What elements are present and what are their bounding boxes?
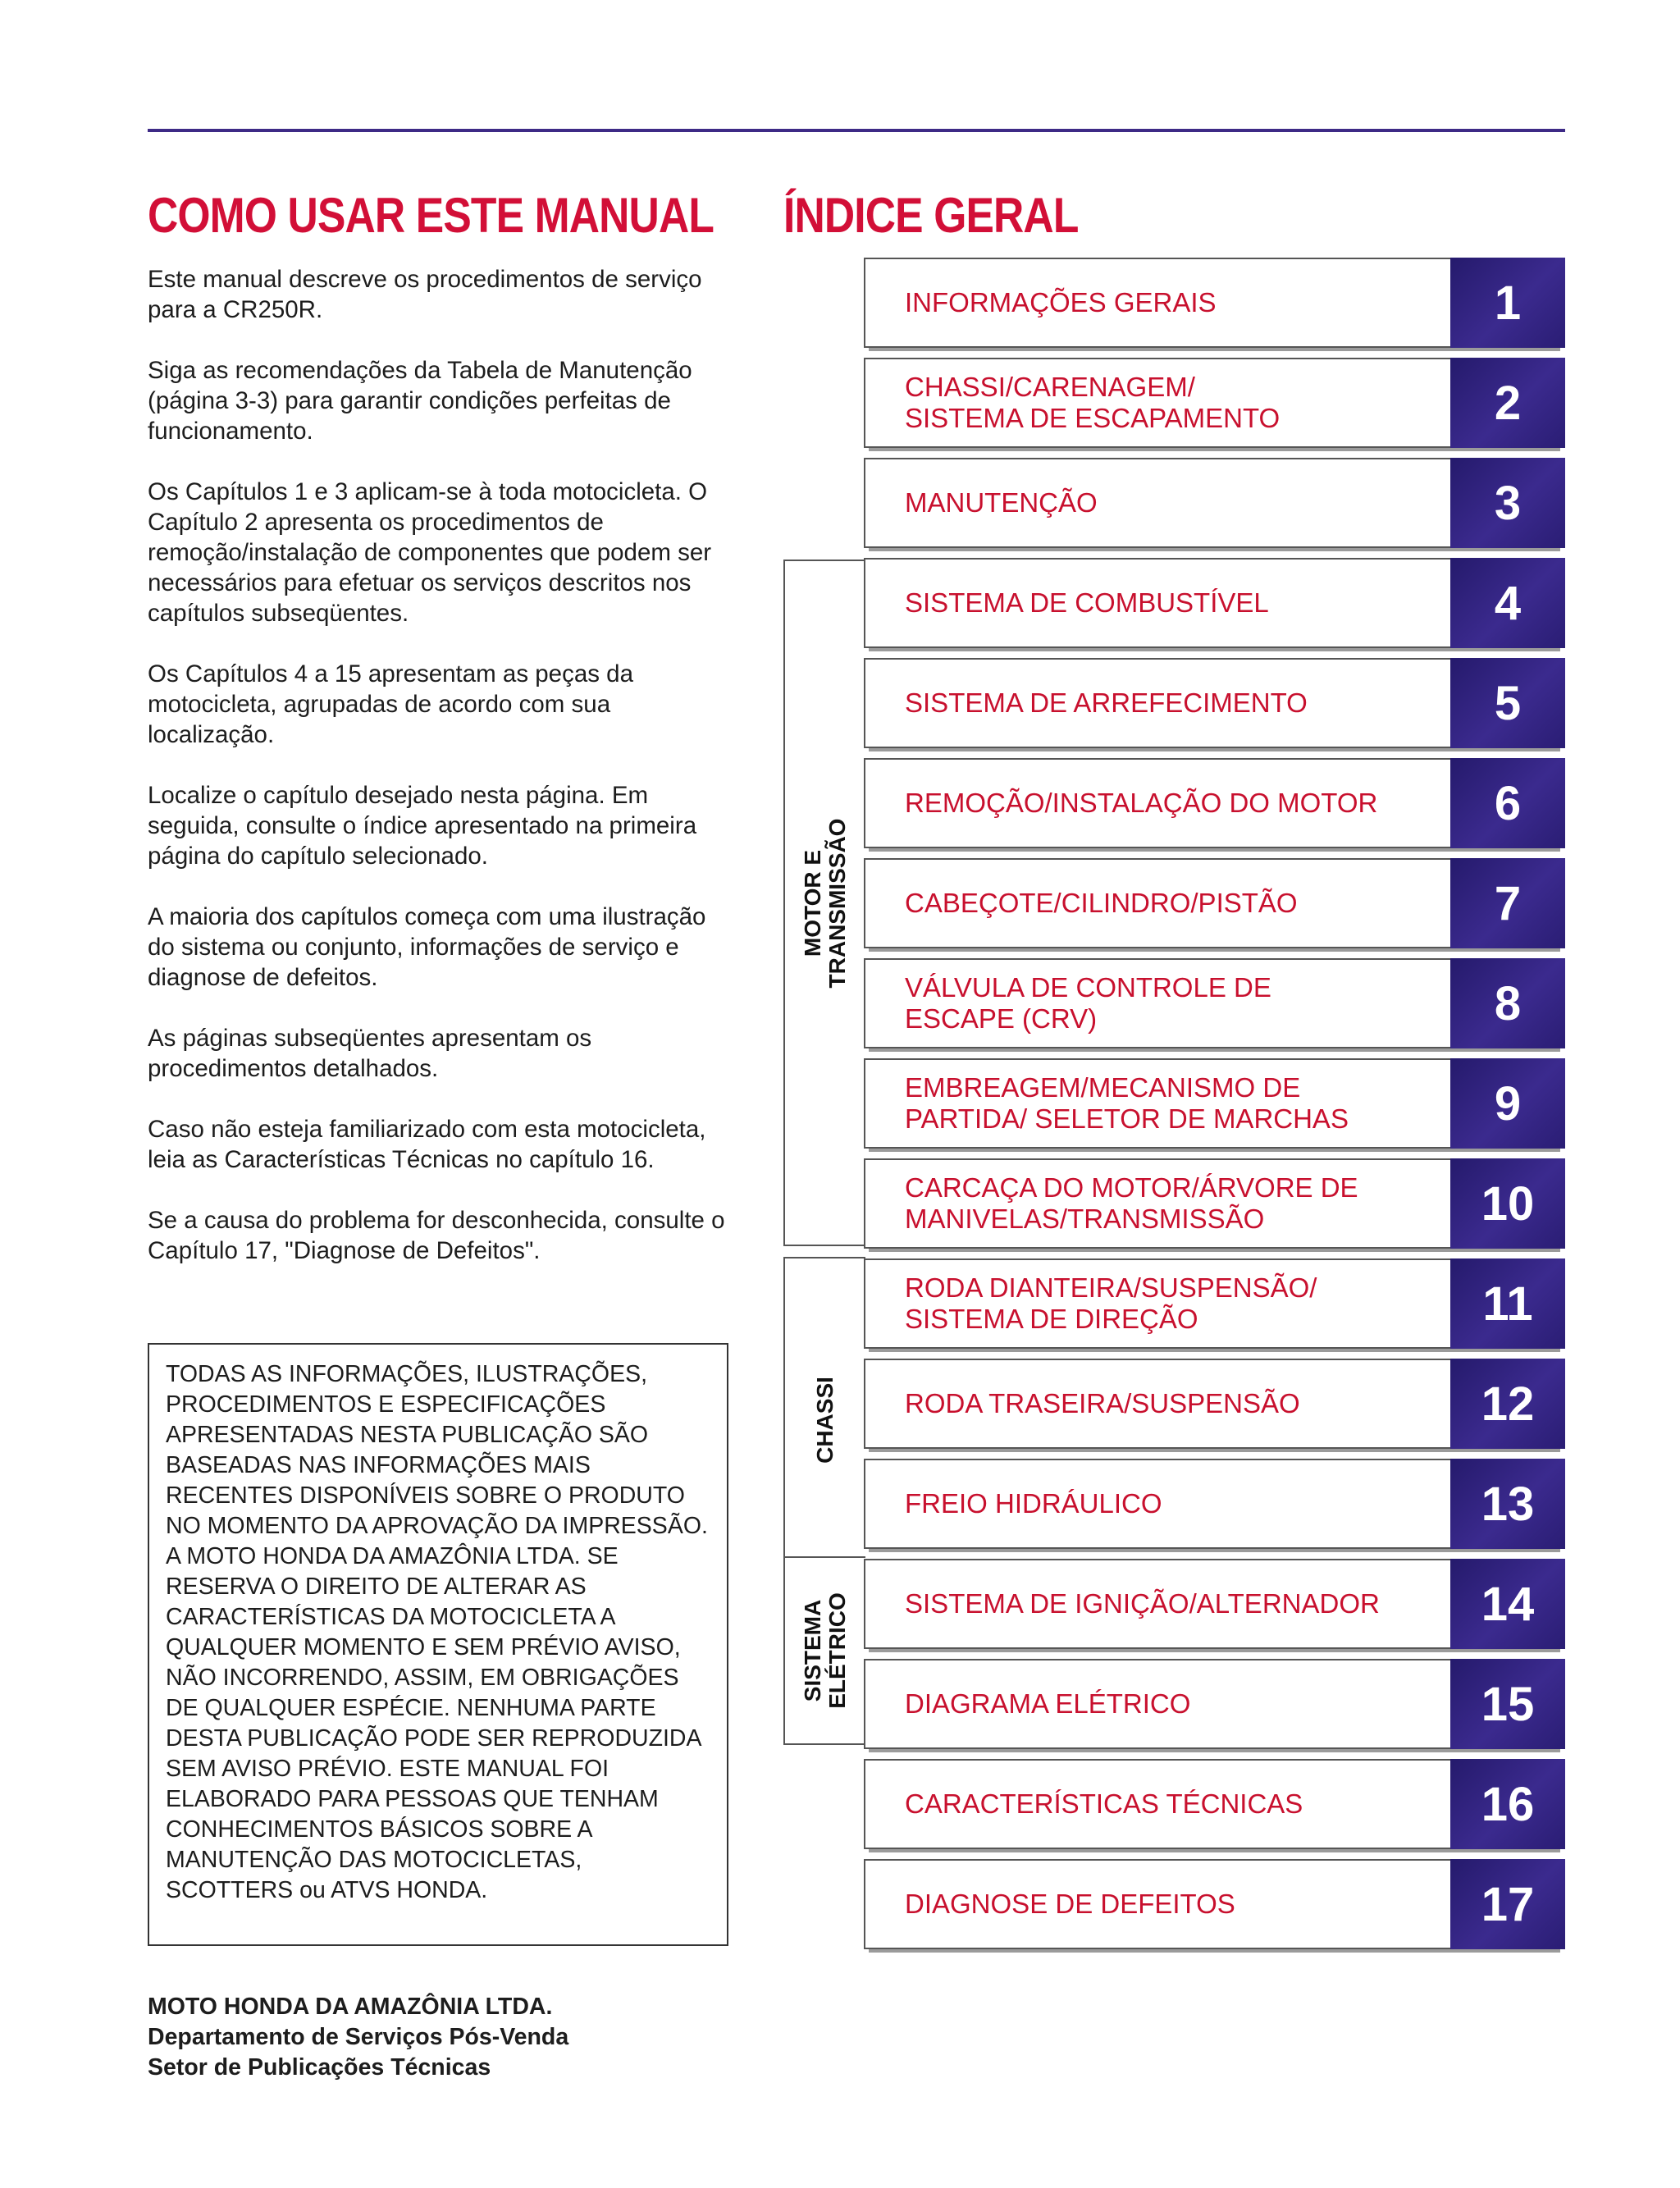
group-label: MOTOR E TRANSMISSÃO xyxy=(800,818,850,988)
disclaimer-box xyxy=(148,1343,728,1946)
chapter-8[interactable] xyxy=(864,958,1565,1048)
chapter-title: SISTEMA DE IGNIÇÃO/ALTERNADOR xyxy=(905,1588,1380,1619)
chapter-4[interactable] xyxy=(864,558,1565,648)
chapter-6[interactable] xyxy=(864,758,1565,848)
chapter-title: EMBREAGEM/MECANISMO DE PARTIDA/ SELETOR DE MARCHAS xyxy=(905,1072,1349,1134)
chapter-3[interactable] xyxy=(864,458,1565,548)
chapter-number-tab: 10 xyxy=(1450,1158,1565,1249)
intro-paragraph: As páginas subseqüentes apresentam os procedimentos detalhados. xyxy=(148,1025,592,1082)
chapter-1[interactable] xyxy=(864,258,1565,348)
group-chassi xyxy=(783,1257,865,1583)
chapter-9[interactable] xyxy=(864,1058,1565,1149)
publisher-footer xyxy=(148,1992,568,2083)
chapter-title: VÁLVULA DE CONTROLE DE ESCAPE (CRV) xyxy=(905,972,1271,1034)
chapter-title: REMOÇÃO/INSTALAÇÃO DO MOTOR xyxy=(905,788,1378,818)
chapter-title: SISTEMA DE COMBUSTÍVEL xyxy=(905,587,1269,618)
chapter-11[interactable] xyxy=(864,1258,1565,1349)
chapter-number-tab: 3 xyxy=(1450,458,1565,548)
group-sistema-eletrico xyxy=(783,1556,865,1745)
chapter-5[interactable] xyxy=(864,658,1565,748)
intro-paragraph: Caso não esteja familiarizado com esta motocicleta, leia as Características Técnicas no capítulo 16. xyxy=(148,1116,706,1173)
chapter-title: DIAGNOSE DE DEFEITOS xyxy=(905,1889,1235,1919)
chapter-title: CHASSI/CARENAGEM/ SISTEMA DE ESCAPAMENTO xyxy=(905,372,1281,433)
intro-text xyxy=(148,264,738,1296)
chapter-number-tab: 8 xyxy=(1450,958,1565,1048)
chapter-number-tab: 9 xyxy=(1450,1058,1565,1149)
intro-paragraph: Siga as recomendações da Tabela de Manutenção (página 3-3) para garantir condições perfeitas de funcionamento. xyxy=(148,357,692,445)
footer-sector: Setor de Publicações Técnicas xyxy=(148,2054,491,2081)
disclaimer-paragraph: A MOTO HONDA DA AMAZÔNIA LTDA. SE RESERVA O DIREITO DE ALTERAR AS CARACTERÍSTICAS DA MOTOCICLETA A QUALQUER MOMENTO E SEM PRÉVIO AVISO, NÃO INCORRENDO, ASSIM, EM OBRIGAÇÕES DE QUALQUER ESPÉCIE. NENHUMA PARTE DESTA PUBLICAÇÃO PODE SER REPRODUZIDA SEM AVISO PRÉVIO. ESTE MANUAL FOI ELABORADO PARA PESSOAS QUE TENHAM CONHECIMENTOS BÁSICOS SOBRE A MANUTENÇÃO DAS MOTOCICLETAS, SCOTTERS ou ATVS HONDA. xyxy=(166,1543,701,1903)
chapter-12[interactable] xyxy=(864,1359,1565,1449)
chapter-title: RODA TRASEIRA/SUSPENSÃO xyxy=(905,1388,1300,1418)
top-rule xyxy=(148,129,1565,132)
chapter-number-tab: 17 xyxy=(1450,1859,1565,1949)
chapter-number-tab: 7 xyxy=(1450,858,1565,948)
chapter-number-tab: 15 xyxy=(1450,1659,1565,1749)
chapter-title: FREIO HIDRÁULICO xyxy=(905,1488,1162,1519)
chapter-13[interactable] xyxy=(864,1459,1565,1549)
intro-paragraph: Se a causa do problema for desconhecida, consulte o Capítulo 17, "Diagnose de Defeitos". xyxy=(148,1207,725,1264)
group-motor-transmissao xyxy=(783,560,865,1246)
chapter-14[interactable] xyxy=(864,1559,1565,1649)
intro-paragraph: Localize o capítulo desejado nesta página. Em seguida, consulte o índice apresentado na primeira página do capítulo selecionado. xyxy=(148,782,697,870)
chapter-number-tab: 1 xyxy=(1450,258,1565,348)
chapter-number-tab: 14 xyxy=(1450,1559,1565,1649)
chapter-15[interactable] xyxy=(864,1659,1565,1749)
chapter-17[interactable] xyxy=(864,1859,1565,1949)
chapter-2[interactable] xyxy=(864,358,1565,448)
chapter-7[interactable] xyxy=(864,858,1565,948)
group-label: CHASSI xyxy=(812,1376,838,1464)
chapter-16[interactable] xyxy=(864,1759,1565,1849)
chapter-title: MANUTENÇÃO xyxy=(905,487,1098,518)
chapter-title: CARACTERÍSTICAS TÉCNICAS xyxy=(905,1788,1303,1819)
intro-paragraph: Este manual descreve os procedimentos de serviço para a CR250R. xyxy=(148,266,702,323)
chapter-title: DIAGRAMA ELÉTRICO xyxy=(905,1688,1191,1719)
chapter-number-tab: 4 xyxy=(1450,558,1565,648)
intro-paragraph: Os Capítulos 1 e 3 aplicam-se à toda motocicleta. O Capítulo 2 apresenta os procedimentos de remoção/instalação de componentes que podem ser necessários para efetuar os serviços descritos nos capítulos subseqüentes. xyxy=(148,478,712,627)
chapter-number-tab: 2 xyxy=(1450,358,1565,448)
chapter-title: RODA DIANTEIRA/SUSPENSÃO/ SISTEMA DE DIREÇÃO xyxy=(905,1272,1317,1334)
group-label: SISTEMA ELÉTRICO xyxy=(800,1592,850,1709)
chapter-number-tab: 13 xyxy=(1450,1459,1565,1549)
chapter-number-tab: 12 xyxy=(1450,1359,1565,1449)
footer-company: MOTO HONDA DA AMAZÔNIA LTDA. xyxy=(148,1994,553,2020)
chapter-title: CARCAÇA DO MOTOR/ÁRVORE DE MANIVELAS/TRANSMISSÃO xyxy=(905,1172,1358,1234)
manual-usage-heading: COMO USAR ESTE MANUAL xyxy=(148,188,714,243)
chapter-number-tab: 16 xyxy=(1450,1759,1565,1849)
chapter-title: INFORMAÇÕES GERAIS xyxy=(905,287,1217,317)
chapter-title: CABEÇOTE/CILINDRO/PISTÃO xyxy=(905,888,1298,918)
intro-paragraph: Os Capítulos 4 a 15 apresentam as peças da motocicleta, agrupadas de acordo com sua localização. xyxy=(148,660,633,748)
general-index-heading: ÍNDICE GERAL xyxy=(783,188,1079,243)
chapter-number-tab: 11 xyxy=(1450,1258,1565,1349)
chapter-number-tab: 5 xyxy=(1450,658,1565,748)
chapter-10[interactable] xyxy=(864,1158,1565,1249)
disclaimer-paragraph: TODAS AS INFORMAÇÕES, ILUSTRAÇÕES, PROCEDIMENTOS E ESPECIFICAÇÕES APRESENTADAS NESTA PUBLICAÇÃO SÃO BASEADAS NAS INFORMAÇÕES MAIS RECENTES DISPONÍVEIS SOBRE O PRODUTO NO MOMENTO DA APROVAÇÃO DA IMPRESSÃO. xyxy=(166,1361,708,1539)
chapter-title: SISTEMA DE ARREFECIMENTO xyxy=(905,687,1308,718)
intro-paragraph: A maioria dos capítulos começa com uma ilustração do sistema ou conjunto, informações de serviço e diagnose de defeitos. xyxy=(148,903,706,991)
footer-department: Departamento de Serviços Pós-Venda xyxy=(148,2024,569,2050)
chapter-number-tab: 6 xyxy=(1450,758,1565,848)
